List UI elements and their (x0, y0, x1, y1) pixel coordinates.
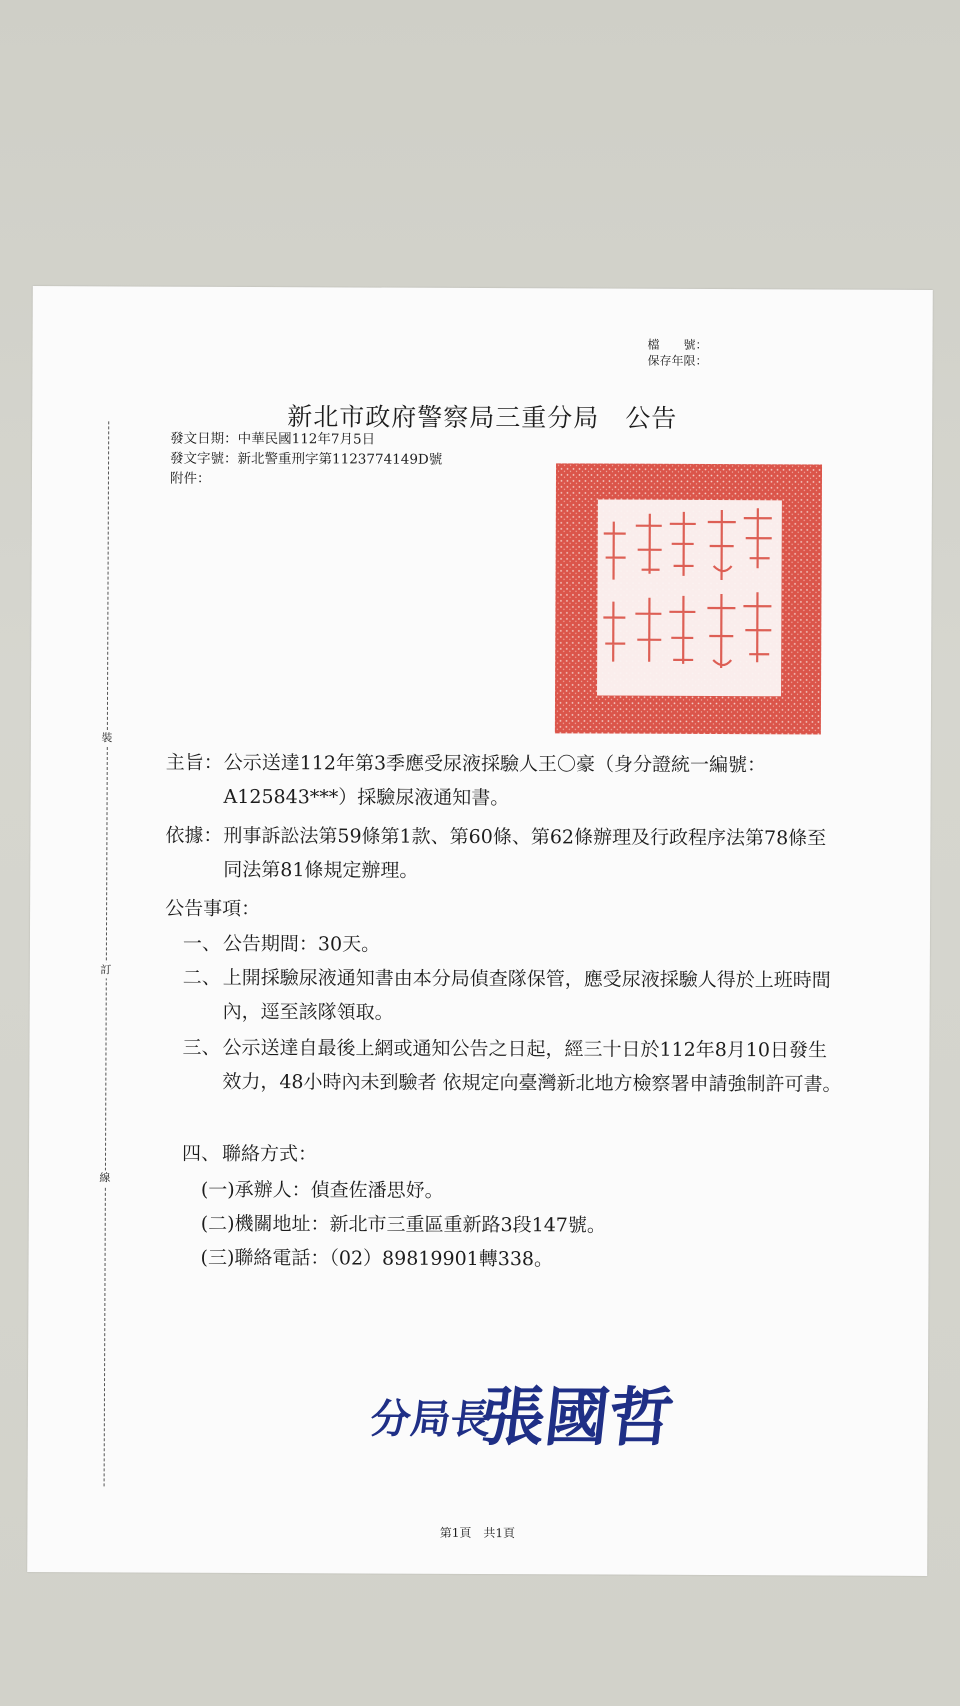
contact-phone: (三)聯絡電話：（02）89819901轉338。 (200, 1246, 554, 1271)
retention-label: 保存年限： (647, 353, 708, 368)
svg-text:張國哲: 張國哲 (476, 1380, 678, 1456)
item-2-number: 二、 (182, 966, 221, 989)
item-3-number: 三、 (182, 1036, 221, 1059)
item-4-text: 聯絡方式： (221, 1142, 318, 1166)
binding-mark-1: 裝 (97, 730, 117, 746)
binding-dashed-line (104, 421, 110, 1486)
contact-handler: (一)承辦人：偵查佐潘思妤。 (200, 1178, 444, 1202)
basis-text: 刑事訴訟法第59條第1款、第60條、第62條辦理及行政程序法第78條至同法第81條規定辦理。 (223, 824, 827, 882)
attachment-line: 附件： (169, 470, 211, 487)
binding-mark-3: 線 (95, 1170, 115, 1186)
svg-text:分局長: 分局長 (368, 1395, 494, 1444)
items-heading: 公告事項： (165, 897, 261, 921)
page-title: 新北市政府警察局三重分局 公告 (287, 402, 678, 433)
item-3-text: 公示送達自最後上網或通知公告之日起，經三十日於112年8月10日發生效力，48小時內未到驗者 依規定向臺灣新北地方檢察署申請強制許可書。 (222, 1036, 842, 1096)
item-4-number: 四、 (181, 1142, 221, 1165)
page-number: 第1頁 共1頁 (439, 1525, 516, 1541)
official-seal-stamp (553, 461, 824, 736)
reference-number: 發文字號：新北警重刑字第1123774149D號 (170, 450, 443, 468)
contact-address: (二)機關地址：新北市三重區重新路3段147號。 (200, 1212, 606, 1237)
basis-label: 依據： (165, 824, 223, 847)
item-1-text: 公告期間：30天。 (222, 932, 381, 956)
subject-label: 主旨： (165, 751, 223, 774)
issue-date: 發文日期：中華民國112年7月5日 (170, 430, 376, 448)
item-1-number: 一、 (182, 932, 222, 955)
subject-text: 公示送達112年第3季應受尿液採驗人王〇豪（身分證統一編號：A125843***）採驗尿液通知書。 (223, 751, 767, 810)
document-paper (27, 286, 933, 1576)
director-signature-stamp (368, 1371, 678, 1462)
binding-mark-2: 訂 (96, 962, 116, 978)
file-number-label: 檔 號： (647, 337, 708, 352)
item-2-text: 上開採驗尿液通知書由本分局偵查隊保管，應受尿液採驗人得於上班時間內，逕至該隊領取。 (222, 966, 831, 1024)
